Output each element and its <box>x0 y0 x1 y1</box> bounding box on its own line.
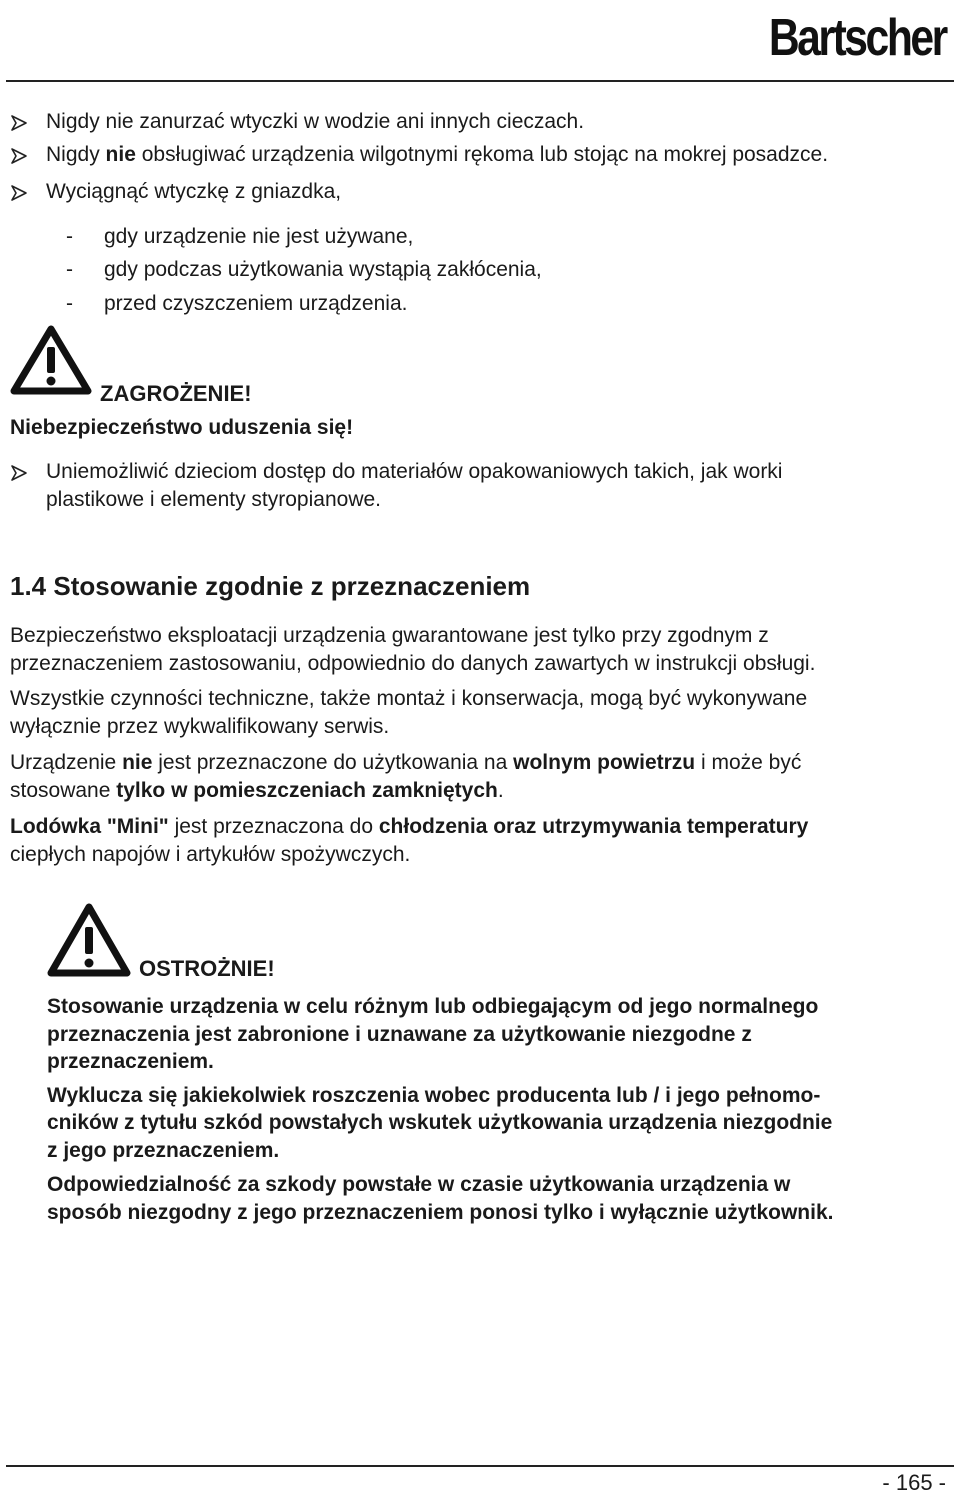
bold-text-run: Lodówka "Mini" <box>10 815 169 838</box>
paragraph-line: Wszystkie czynności techniczne, także montaż i konserwacja, mogą być wykonywane <box>10 687 808 710</box>
arrow-bullet-icon <box>10 180 34 204</box>
paragraph-line: wyłącznie przez wykwalifikowany serwis. <box>10 715 390 738</box>
text-run: jest przeznaczone do użytkowania na <box>152 751 514 774</box>
caution-line: z jego przeznaczeniem. <box>47 1139 280 1162</box>
paragraph-line: przeznaczeniem zastosowaniu, odpowiednio do danych zawartych w instrukcji obsługi. <box>10 652 816 675</box>
danger-label: ZAGROŻENIE! <box>100 381 252 406</box>
arrow-bullet-icon <box>10 143 34 167</box>
bold-text-run: wolnym powietrzu <box>513 751 696 774</box>
caution-line: sposób niezgodny z jego przeznaczeniem ponosi tylko i wyłącznie użytkownik. <box>47 1201 834 1224</box>
text-run: jest przeznaczona do <box>168 815 379 838</box>
section-heading: 1.4 Stosowanie zgodnie z przeznaczeniem <box>10 571 531 601</box>
paragraph-line <box>10 749 801 777</box>
danger-subtitle: Niebezpieczeństwo uduszenia się! <box>10 416 354 439</box>
text-run: i może być <box>695 751 802 774</box>
caution-line: przeznaczeniem. <box>47 1050 214 1073</box>
page-number: - 165 - <box>882 1470 946 1495</box>
dash-item: przed czyszczeniem urządzenia. <box>104 292 408 315</box>
bold-text-run: nie <box>122 751 153 774</box>
caution-line: Stosowanie urządzenia w celu różnym lub odbiegającym od jego normalnego <box>47 995 819 1018</box>
caution-line: Wyklucza się jakiekolwiek roszczenia wobec producenta lub / i jego pełnomo- <box>47 1084 821 1107</box>
paragraph-line <box>10 813 808 841</box>
paragraph-line: Bezpieczeństwo eksploatacji urządzenia gwarantowane jest tylko przy zgodnym z <box>10 624 769 647</box>
text-run: Wyciągnąć wtyczkę z gniazdka, <box>46 180 342 203</box>
text-run: Urządzenie <box>10 751 123 774</box>
bullet-line <box>46 108 584 136</box>
paragraph-line: ciepłych napojów i artykułów spożywczych. <box>10 843 411 866</box>
text-run: Nigdy nie zanurzać wtyczki w wodzie ani innych cieczach. <box>46 110 585 133</box>
text-run: obsługiwać urządzenia wilgotnymi rękoma lub stojąc na mokrej posadzce. <box>135 143 829 166</box>
danger-bullet-line: plastikowe i elementy styropianowe. <box>46 488 381 511</box>
bullet-line <box>46 141 828 169</box>
bold-text-run: chłodzenia oraz utrzymywania temperatury <box>378 815 809 838</box>
warning-triangle-icon <box>10 325 92 395</box>
dash-marker: - <box>66 258 73 281</box>
dash-marker: - <box>66 225 73 248</box>
caution-line: przeznaczenia jest zabronione i uznawane za użytkowanie niezgodne z <box>47 1023 752 1046</box>
brand-logo: Bartscher <box>769 9 946 67</box>
dash-item: gdy podczas użytkowania wystąpią zakłócenia, <box>104 258 542 281</box>
caution-line: Odpowiedzialność za szkody powstałe w czasie użytkowania urządzenia w <box>47 1173 791 1196</box>
arrow-bullet-icon <box>10 110 34 134</box>
header-rule <box>6 80 954 82</box>
dash-item: gdy urządzenie nie jest używane, <box>104 225 414 248</box>
warning-triangle-icon <box>47 903 131 977</box>
danger-bullet-line: Uniemożliwić dzieciom dostęp do materiałów opakowaniowych takich, jak worki <box>46 460 783 483</box>
bold-text-run: nie <box>105 143 136 166</box>
bullet-line <box>46 178 341 206</box>
bold-text-run: tylko w pomieszczeniach zamkniętych <box>116 779 498 802</box>
footer-rule <box>6 1465 954 1467</box>
text-run: stosowane <box>10 779 117 802</box>
caution-line: cników z tytułu szkód powstałych wskutek użytkowania urządzenia niezgodnie <box>47 1111 833 1134</box>
arrow-bullet-icon <box>10 460 34 484</box>
paragraph-line <box>10 777 504 805</box>
text-run: . <box>497 779 504 802</box>
caution-label: OSTROŻNIE! <box>139 956 275 981</box>
dash-marker: - <box>66 292 73 315</box>
text-run: Nigdy <box>46 143 106 166</box>
